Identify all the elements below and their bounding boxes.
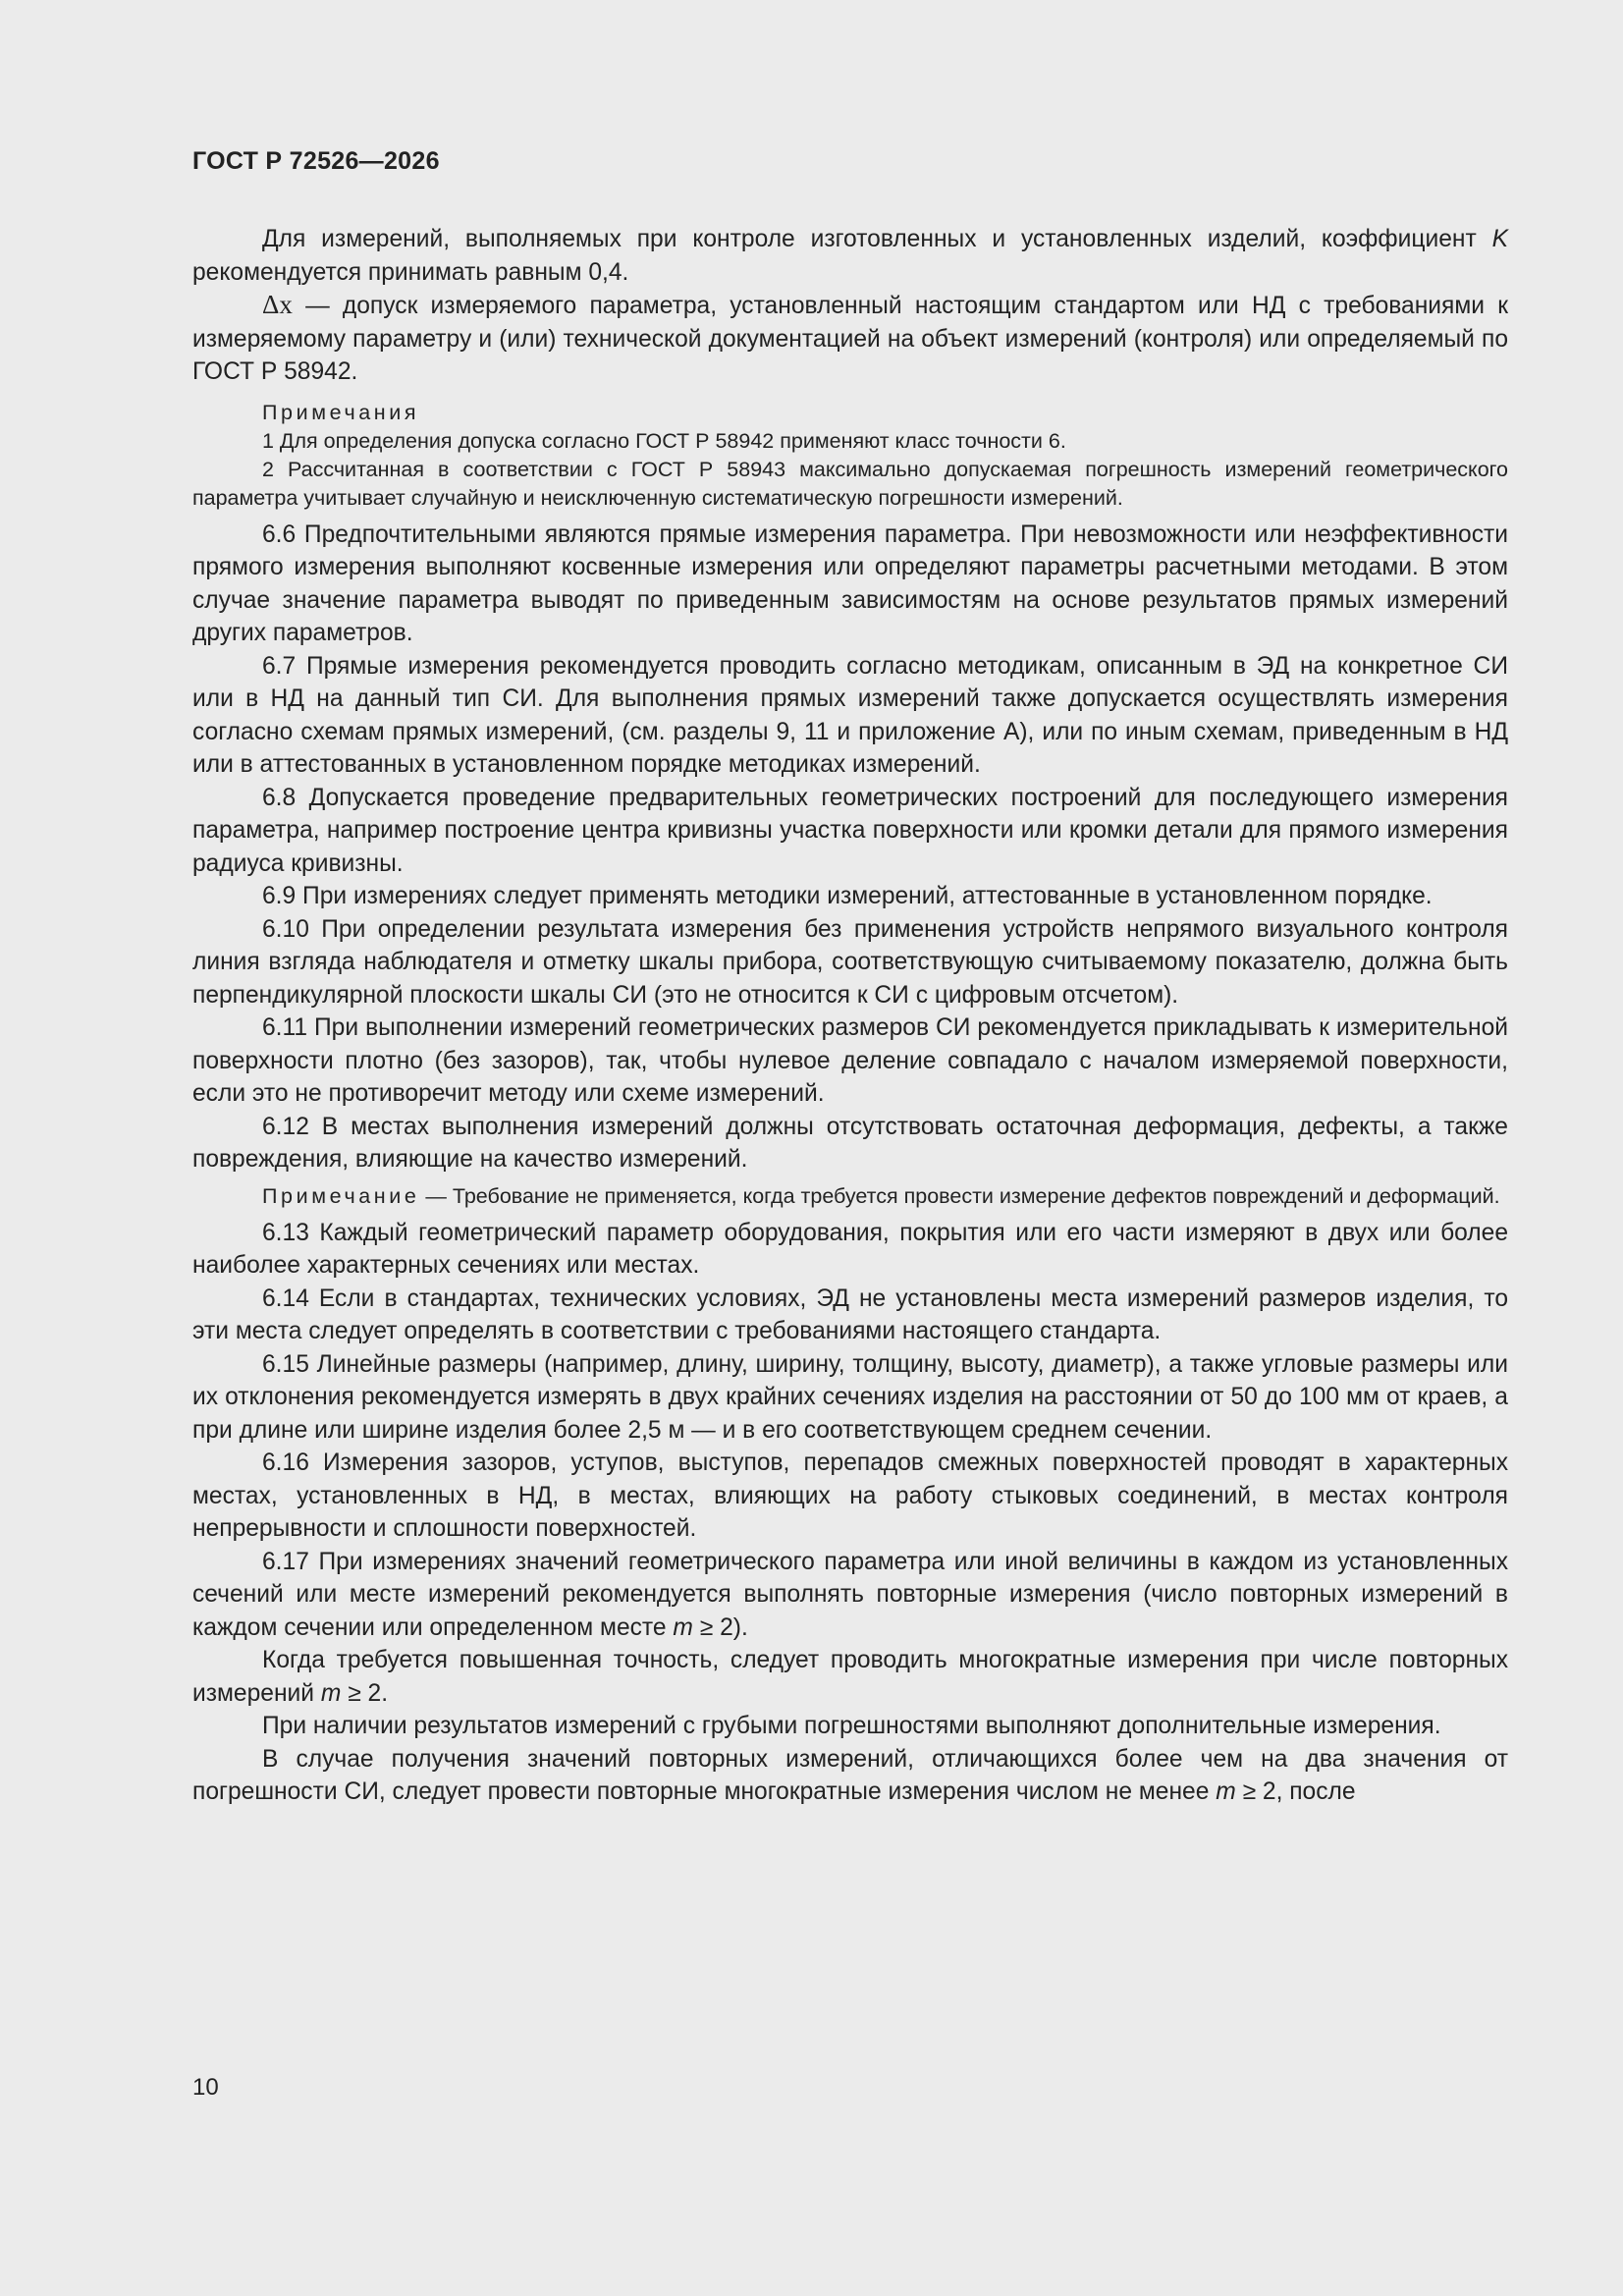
- section-6-17: [192, 1546, 1508, 1645]
- text-run: Когда требуется повышенная точность, следует проводить многократные измерения при числе повторных измерений: [192, 1647, 1508, 1707]
- text-run: 6.17 При измерениях значений геометрического параметра или иной величины в каждом из установленных сечений или месте измерений рекомендуется выполнять повторные измерения (число повторных измерений в каждом сечении или определенном месте: [192, 1548, 1508, 1641]
- text-run: ≥ 2.: [341, 1679, 389, 1707]
- notes-title: Примечания: [262, 400, 420, 424]
- symbol-m: m: [1216, 1778, 1236, 1805]
- text-run: ≥ 2).: [692, 1613, 748, 1641]
- symbol-m: m: [320, 1679, 342, 1707]
- section-6-14: 6.14 Если в стандартах, технических условиях, ЭД не установлены места измерений размеров изделия, то эти места следует определять в соответствии с требованиями настоящего стандарта.: [192, 1285, 1508, 1344]
- section-6-7: 6.7 Прямые измерения рекомендуется проводить согласно методикам, описанным в ЭД на конкретное СИ или в НД на данный тип СИ. Для выполнения прямых измерений также допускается осуществлять измерения согласно схемам прямых измерений, (см. разделы 9, 11 и приложение А), или по иным схемам, приведенным в НД или в аттестованных в установленном порядке методиках измерений.: [192, 652, 1508, 778]
- notes-block: [192, 399, 1508, 513]
- paragraph-gross-errors: При наличии результатов измерений с грубыми погрешностями выполняют дополнительные измерения.: [262, 1713, 1441, 1739]
- note-item: 2 Рассчитанная в соответствии с ГОСТ Р 58943 максимально допускаемая погрешность измерений геометрического параметра учитывает случайную и неисключенную систематическую погрешности измерений.: [192, 457, 1508, 510]
- section-6-15: 6.15 Линейные размеры (например, длину, ширину, толщину, высоту, диаметр), а также угловые размеры или их отклонения рекомендуется измерять в двух крайних сечениях изделия на расстоянии от 50 до 100 мм от краев, а при длине или ширине изделия более 2,5 м — и в его соответствующем среднем сечении.: [192, 1350, 1508, 1444]
- section-6-9: 6.9 При измерениях следует применять методики измерений, аттестованные в установленном порядке.: [262, 883, 1433, 909]
- text-run: ≥ 2, после: [1235, 1778, 1356, 1805]
- page-number: 10: [192, 2074, 219, 2101]
- note-text: — Требование не применяется, когда требуется провести измерение дефектов повреждений и деформаций.: [419, 1183, 1500, 1208]
- note-block: [192, 1182, 1508, 1211]
- section-6-13: 6.13 Каждый геометрический параметр оборудования, покрытия или его части измеряют в двух или более наиболее характерных сечениях или местах.: [192, 1219, 1508, 1279]
- text-run: В случае получения значений повторных измерений, отличающихся более чем на два значения от погрешности СИ, следует провести повторные многократные измерения числом не менее: [192, 1745, 1508, 1805]
- section-6-16: 6.16 Измерения зазоров, уступов, выступов, перепадов смежных поверхностей проводят в характерных местах, установленных в НД, в местах, влияющих на работу стыковых соединений, в местах контроля непрерывности и сплошности поверхностей.: [192, 1449, 1508, 1542]
- text-run: — допуск измеряемого параметра, установленный настоящим стандартом или НД с требованиями к измеряемому параметру и (или) технической документацией на объект измерений (контроля) или определяемый по ГОСТ Р 58942.: [192, 293, 1508, 385]
- section-6-11: 6.11 При выполнении измерений геометрических размеров СИ рекомендуется прикладывать к измерительной поверхности плотно (без зазоров), так, чтобы нулевое деление совпадало с началом измеряемой поверхности, если это не противоречит методу или схеме измерений.: [192, 1014, 1508, 1107]
- paragraph-tolerance: [192, 289, 1508, 389]
- note-item: 1 Для определения допуска согласно ГОСТ Р 58942 применяют класс точности 6.: [262, 428, 1066, 453]
- symbol-delta-x: Δx: [262, 290, 293, 319]
- section-6-10: 6.10 При определении результата измерения без применения устройств непрямого визуального контроля линия взгляда наблюдателя и отметку шкалы прибора, соответствующую считываемому показателю, должна быть перпендикулярной плоскости шкалы СИ (это не относится к СИ с цифровым отсчетом).: [192, 915, 1508, 1009]
- symbol-m: m: [673, 1613, 693, 1641]
- section-6-12: 6.12 В местах выполнения измерений должны отсутствовать остаточная деформация, дефекты, а также повреждения, влияющие на качество измерений.: [192, 1113, 1508, 1173]
- section-6-8: 6.8 Допускается проведение предварительных геометрических построений для последующего измерения параметра, например построение центра кривизны участка поверхности или кромки детали для прямого измерения радиуса кривизны.: [192, 784, 1508, 877]
- paragraph-multiple-measurements: [192, 1644, 1508, 1710]
- text-run: Для измерений, выполняемых при контроле изготовленных и установленных изделий, коэффициент: [262, 226, 1492, 252]
- symbol-k: K: [1491, 226, 1508, 252]
- note-label: Примечание: [262, 1183, 420, 1208]
- document-header: ГОСТ Р 72526—2026: [192, 147, 440, 175]
- page-body: [192, 223, 1508, 1809]
- paragraph-coefficient-k: [192, 223, 1508, 289]
- paragraph-repeated-measurements: [192, 1743, 1508, 1809]
- text-run: рекомендуется принимать равным 0,4.: [192, 258, 629, 286]
- note-item: [192, 1182, 1508, 1211]
- section-6-6: 6.6 Предпочтительными являются прямые измерения параметра. При невозможности или неэффективности прямого измерения выполняют косвенные измерения или определяют параметры расчетными методами. В этом случае значение параметра выводят по приведенным зависимостям на основе результатов прямых измерений других параметров.: [192, 520, 1508, 646]
